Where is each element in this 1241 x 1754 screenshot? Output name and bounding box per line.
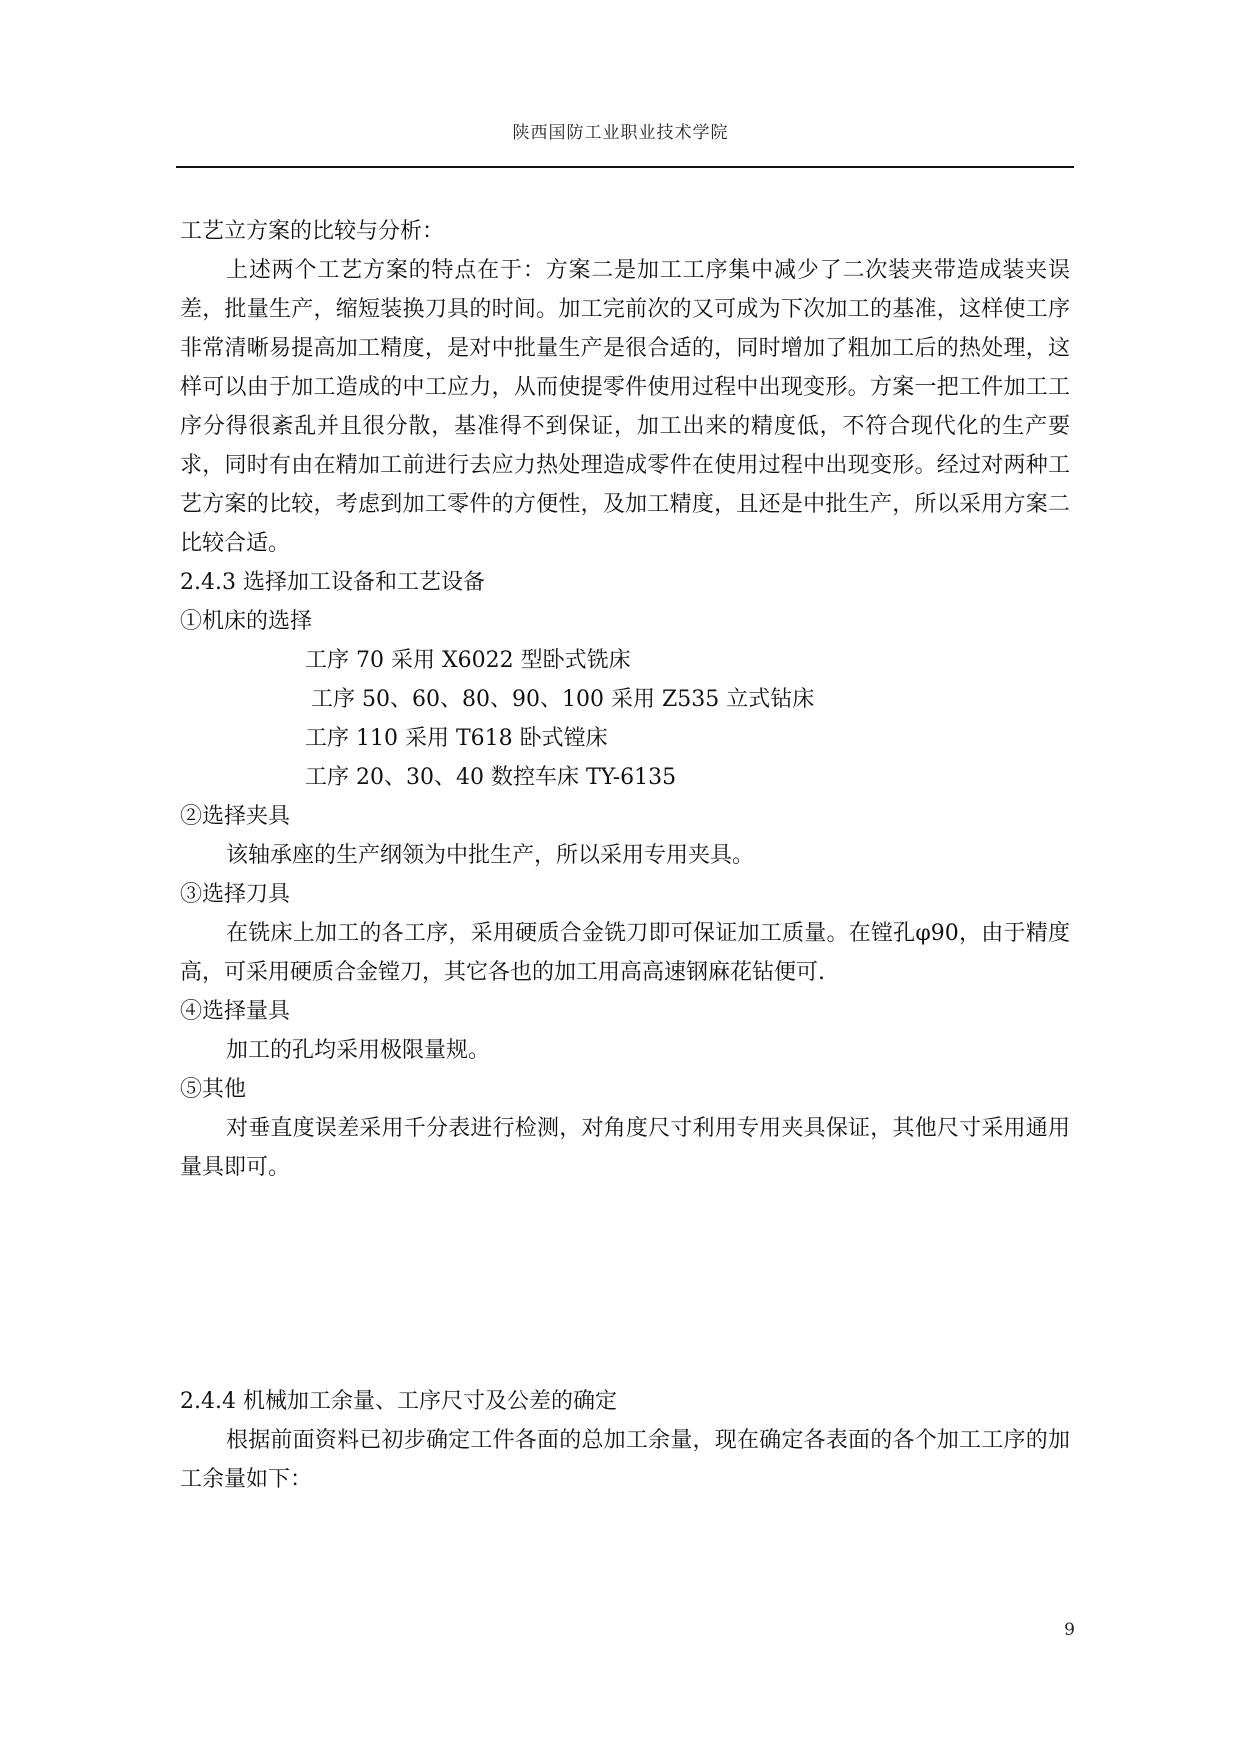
other-heading: ⑤其他 — [180, 1077, 247, 1102]
fixture-selection-text: 该轴承座的生产纲领为中批生产，所以采用专用夹具。 — [226, 843, 755, 868]
tool-selection-text: 在铣床上加工的各工序，采用硬质合金铣刀即可保证加工质量。在镗孔φ90，由于精度高，可采用硬质合金镗刀，其它各也的加工用高高速钢麻花钻便可. — [180, 921, 1070, 985]
fixture-selection-heading: ②选择夹具 — [180, 804, 291, 829]
machine-item: 工序 20、30、40 数控车床 TY-6135 — [305, 765, 677, 790]
machine-item: 工序 50、60、80、90、100 采用 Z535 立式钻床 — [311, 687, 815, 712]
gauge-selection-heading: ④选择量具 — [180, 999, 291, 1024]
other-text: 对垂直度误差采用千分表进行检测，对角度尺寸利用专用夹具保证，其他尺寸采用通用量具即可。 — [180, 1116, 1070, 1180]
page-number: 9 — [1064, 1620, 1075, 1640]
allowance-paragraph: 根据前面资料已初步确定工件各面的总加工余量，现在确定各表面的各个加工工序的加工余量如下： — [180, 1428, 1070, 1492]
header-rule — [176, 166, 1074, 168]
machine-item: 工序 70 采用 X6022 型卧式铣床 — [305, 648, 631, 673]
section-heading-2-4-4: 2.4.4 机械加工余量、工序尺寸及公差的确定 — [180, 1389, 617, 1414]
machine-selection-heading: ①机床的选择 — [180, 609, 313, 634]
page-header: 陕西国防工业职业技术学院 — [512, 123, 729, 143]
machine-item: 工序 110 采用 T618 卧式镗床 — [305, 726, 608, 751]
tool-selection-heading: ③选择刀具 — [180, 882, 291, 907]
comparison-paragraph: 上述两个工艺方案的特点在于：方案二是加工工序集中减少了二次装夹带造成装夹误差，批量生产，缩短装换刀具的时间。加工完前次的又可成为下次加工的基准，这样使工序非常清晰易提高加工精度，是对中批量生产是很合适的，同时增加了粗加工后的热处理，这样可以由于加工造成的中工应力，从而使提零件使用过程中出现变形。方案一把工件加工工序分得很紊乱并且很分散，基准得不到保证，加工出来的精度低，不符合现代化的生产要求，同时有由在精加工前进行去应力热处理造成零件在使用过程中出现变形。经过对两种工艺方案的比较，考虑到加工零件的方便性，及加工精度，且还是中批生产，所以采用方案二比较合适。 — [180, 258, 1070, 556]
gauge-selection-text: 加工的孔均采用极限量规。 — [226, 1038, 491, 1063]
document-body — [180, 212, 1070, 1499]
section-gap — [180, 1187, 1070, 1382]
comparison-heading: 工艺立方案的比较与分析： — [180, 219, 445, 244]
section-heading-2-4-3: 2.4.3 选择加工设备和工艺设备 — [180, 570, 485, 595]
